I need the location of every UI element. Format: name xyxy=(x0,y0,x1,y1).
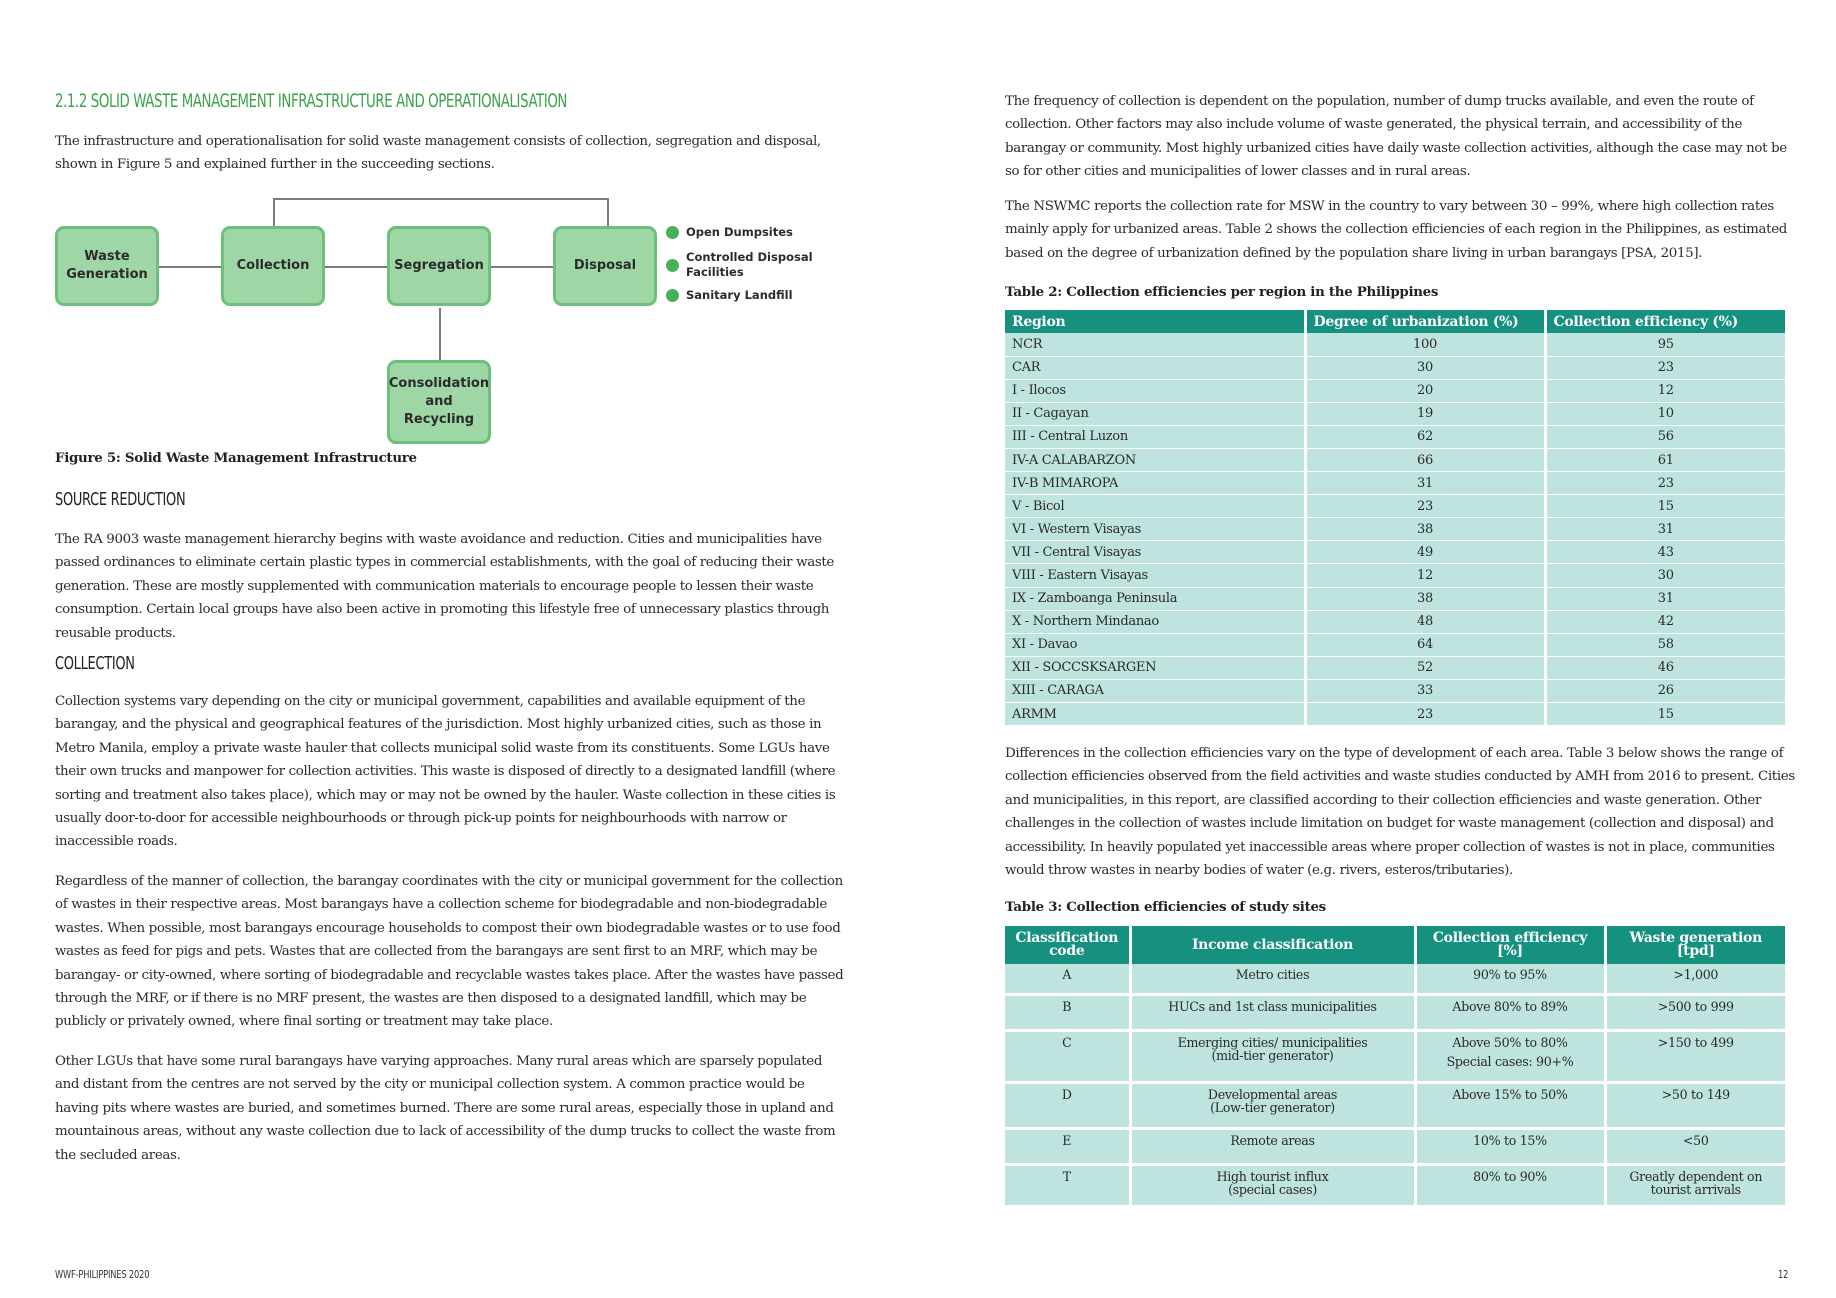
cell-text: Metro cities xyxy=(1235,967,1310,982)
generation-cell xyxy=(1605,1082,1785,1128)
efficiency-cell: 31 xyxy=(1545,518,1785,541)
efficiency-cell: 46 xyxy=(1545,656,1785,679)
table-row xyxy=(1005,564,1785,587)
generation-cell xyxy=(1605,1164,1785,1206)
cell-text: Developmental areas xyxy=(1207,1086,1338,1102)
page-number: 12 xyxy=(1778,1268,1789,1281)
region-cell: XIII - CARAGA xyxy=(1005,679,1305,702)
cell-subtext: (special cases) xyxy=(1228,1181,1317,1197)
code-cell xyxy=(1005,964,1130,994)
efficiency-cell: 23 xyxy=(1545,356,1785,379)
section-heading: 2.1.2 SOLID WASTE MANAGEMENT INFRASTRUCTURE AND OPERATIONALISATION xyxy=(55,90,568,112)
cell-text: Remote areas xyxy=(1230,1132,1315,1148)
cell-text: E xyxy=(1062,1132,1072,1148)
node-collection: Collection xyxy=(221,226,325,306)
table-row xyxy=(1005,703,1785,726)
region-cell: IV-A CALABARZON xyxy=(1005,448,1305,471)
connector-line xyxy=(273,198,607,200)
cell-text: 80% to 90% xyxy=(1473,1168,1547,1184)
table-row xyxy=(1005,1164,1785,1206)
urbanization-cell: 64 xyxy=(1305,633,1545,656)
region-cell: II - Cagayan xyxy=(1005,402,1305,425)
collection-heading: COLLECTION xyxy=(55,653,135,674)
cell-text: >150 to 499 xyxy=(1657,1034,1734,1050)
income-cell xyxy=(1130,1082,1415,1128)
efficiency-cell: 95 xyxy=(1545,333,1785,356)
code-cell xyxy=(1005,1030,1130,1082)
node-waste-generation: Waste Generation xyxy=(55,226,159,306)
cell-text: C xyxy=(1062,1034,1072,1050)
region-cell: ARMM xyxy=(1005,703,1305,726)
collection-rate-paragraph: The NSWMC reports the collection rate for MSW in the country to vary between 30 – 99%, where high collection rates mainly apply for urbanized areas. Table 2 shows the collection efficiencies of each region in the Philippines, as estimated based on the degree of urbanization defined by the population share living in urban barangays [PSA, 2015]. xyxy=(1005,199,1787,261)
table-header-row xyxy=(1005,310,1785,333)
region-cell: VII - Central Visayas xyxy=(1005,541,1305,564)
efficiency-cell xyxy=(1415,1082,1605,1128)
urbanization-cell: 100 xyxy=(1305,333,1545,356)
efficiency-cell: 58 xyxy=(1545,633,1785,656)
income-cell xyxy=(1130,964,1415,994)
table-row xyxy=(1005,1030,1785,1082)
urbanization-cell: 48 xyxy=(1305,610,1545,633)
efficiency-cell: 15 xyxy=(1545,703,1785,726)
column-header: Degree of urbanization (%) xyxy=(1305,310,1545,333)
node-segregation: Segregation xyxy=(387,226,491,306)
table-body xyxy=(1005,333,1785,726)
cell-text: Above 80% to 89% xyxy=(1452,998,1568,1014)
region-cell: IV-B MIMAROPA xyxy=(1005,472,1305,495)
bullet-icon xyxy=(666,226,679,239)
urbanization-cell: 38 xyxy=(1305,518,1545,541)
source-reduction-paragraph: The RA 9003 waste management hierarchy begins with waste avoidance and reduction. Cities and municipalities have passed ordinances to eliminate certain plastic types in commercial establishments, with the goal of reducing their waste generation. These are mostly supplemented with communication materials to encourage people to lessen their waste consumption. Certain local groups have also been active in promoting this lifestyle free of unnecessary plastics through reusable products. xyxy=(55,532,834,641)
urbanization-cell: 38 xyxy=(1305,587,1545,610)
code-cell xyxy=(1005,994,1130,1030)
efficiency-cell xyxy=(1415,1164,1605,1206)
table-row xyxy=(1005,679,1785,702)
region-cell: VI - Western Visayas xyxy=(1005,518,1305,541)
region-cell: X - Northern Mindanao xyxy=(1005,610,1305,633)
node-consolidation-recycling: Consolidation and Recycling xyxy=(387,360,491,444)
table-row xyxy=(1005,1082,1785,1128)
urbanization-cell: 30 xyxy=(1305,356,1545,379)
footer-publisher: WWF-PHILIPPINES 2020 xyxy=(55,1268,150,1281)
table3-caption: Table 3: Collection efficiencies of study sites xyxy=(1005,899,1326,915)
study-sites-table xyxy=(1005,926,1785,1208)
cell-text: HUCs and 1st class municipalities xyxy=(1168,998,1377,1014)
column-header: Waste generation [tpd] xyxy=(1605,926,1785,964)
urbanization-cell: 31 xyxy=(1305,472,1545,495)
cell-text: >50 to 149 xyxy=(1661,1086,1730,1102)
efficiency-cell: 31 xyxy=(1545,587,1785,610)
urbanization-cell: 12 xyxy=(1305,564,1545,587)
collection-paragraph-1: Collection systems vary depending on the city or municipal government, capabilities and available equipment of the barangay, and the physical and geographical features of the jurisdiction. Most highly urbanized cities, such as those in Metro Manila, employ a private waste hauler that collects municipal solid waste from its constituents. Some LGUs have their own trucks and manpower for collection activities. This waste is disposed of directly to a designated landfill (where sorting and treatment also takes place), which may or may not be owned by the hauler. Waste collection in these cities is usually door-to-door for accessible neighbourhoods or through pick-up points for neighbourhoods with narrow or inaccessible roads. xyxy=(55,694,836,850)
legend-controlled-disposal: Controlled Disposal Facilities xyxy=(666,250,816,280)
cell-subtext: Special cases: 90+% xyxy=(1446,1053,1574,1069)
code-cell xyxy=(1005,1164,1130,1206)
table-row xyxy=(1005,994,1785,1030)
table-row xyxy=(1005,379,1785,402)
intro-paragraph: The infrastructure and operationalisation for solid waste management consists of collection, segregation and disposal, shown in Figure 5 and explained further in the succeeding sections. xyxy=(55,134,821,173)
frequency-paragraph: The frequency of collection is dependent on the population, number of dump trucks available, and even the route of collection. Other factors may also include volume of waste generated, the physical terrain, and accessibility of the barangay or community. Most highly urbanized cities have daily waste collection activities, although the case may not be so for other cities and municipalities of lower classes and in rural areas. xyxy=(1005,94,1787,180)
generation-cell xyxy=(1605,1128,1785,1164)
region-cell: I - Ilocos xyxy=(1005,379,1305,402)
region-cell: III - Central Luzon xyxy=(1005,425,1305,448)
node-disposal: Disposal xyxy=(553,226,657,306)
urbanization-cell: 66 xyxy=(1305,448,1545,471)
income-cell xyxy=(1130,994,1415,1030)
efficiency-cell: 56 xyxy=(1545,425,1785,448)
cell-text: 90% to 95% xyxy=(1473,967,1547,982)
table-header-row xyxy=(1005,926,1785,964)
cell-subtext: (mid-tier generator) xyxy=(1211,1047,1334,1063)
table-row xyxy=(1005,656,1785,679)
cell-text: Greatly dependent on tourist arrivals xyxy=(1629,1168,1763,1197)
efficiency-cell: 42 xyxy=(1545,610,1785,633)
legend-open-dumpsites: Open Dumpsites xyxy=(666,225,793,240)
efficiency-cell xyxy=(1415,964,1605,994)
efficiency-cell: 26 xyxy=(1545,679,1785,702)
table-row xyxy=(1005,541,1785,564)
code-cell xyxy=(1005,1128,1130,1164)
cell-text: 10% to 15% xyxy=(1473,1132,1547,1148)
table-row xyxy=(1005,495,1785,518)
region-cell: VIII - Eastern Visayas xyxy=(1005,564,1305,587)
cell-text: A xyxy=(1062,967,1072,982)
efficiency-cell xyxy=(1415,1030,1605,1082)
bullet-icon xyxy=(666,289,679,302)
cell-subtext: (Low-tier generator) xyxy=(1210,1099,1335,1115)
region-cell: CAR xyxy=(1005,356,1305,379)
column-header: Income classification xyxy=(1130,926,1415,964)
efficiency-cell xyxy=(1415,1128,1605,1164)
differences-paragraph: Differences in the collection efficiencies vary on the type of development of each area. Table 3 below shows the range of collection efficiencies observed from the field activities and waste studies conducted by AMH from 2016 to present. Cities and municipalities, in this report, are classified according to their collection efficiencies and waste generation. Other challenges in the collection of wastes include limitation on budget for waste management (collection and disposal) and accessibility. In heavily populated yet inaccessible areas where proper collection of wastes is not in place, communities would throw wastes in nearby bodies of water (e.g. rivers, esteros/tributaries). xyxy=(1005,746,1795,879)
efficiency-cell: 30 xyxy=(1545,564,1785,587)
region-cell: V - Bicol xyxy=(1005,495,1305,518)
table-row xyxy=(1005,1128,1785,1164)
urbanization-cell: 23 xyxy=(1305,703,1545,726)
urbanization-cell: 52 xyxy=(1305,656,1545,679)
cell-text: High tourist influx xyxy=(1216,1168,1329,1184)
cell-text: T xyxy=(1062,1168,1071,1184)
generation-cell xyxy=(1605,994,1785,1030)
figure-caption: Figure 5: Solid Waste Management Infrastructure xyxy=(55,450,417,466)
source-reduction-heading: SOURCE REDUCTION xyxy=(55,489,186,510)
table-row xyxy=(1005,964,1785,994)
cell-text: >500 to 999 xyxy=(1657,998,1734,1014)
generation-cell xyxy=(1605,964,1785,994)
table-row xyxy=(1005,633,1785,656)
generation-cell xyxy=(1605,1030,1785,1082)
legend-sanitary-landfill: Sanitary Landfill xyxy=(666,288,793,303)
collection-paragraph-3: Other LGUs that have some rural barangays have varying approaches. Many rural areas which are sparsely populated and distant from the centres are not served by the city or municipal collection system. A common practice would be having pits where wastes are buried, and sometimes burned. There are some rural areas, especially those in upland and mountainous areas, without any waste collection due to lack of accessibility of the dump trucks to collect the waste from the secluded areas. xyxy=(55,1054,836,1163)
table-body xyxy=(1005,964,1785,1206)
cell-text: Above 15% to 50% xyxy=(1452,1086,1568,1102)
efficiency-cell xyxy=(1415,994,1605,1030)
table-row xyxy=(1005,402,1785,425)
region-cell: IX - Zamboanga Peninsula xyxy=(1005,587,1305,610)
income-cell xyxy=(1130,1128,1415,1164)
efficiency-cell: 12 xyxy=(1545,379,1785,402)
table-row xyxy=(1005,518,1785,541)
efficiency-cell: 43 xyxy=(1545,541,1785,564)
efficiency-cell: 15 xyxy=(1545,495,1785,518)
column-header: Collection efficiency (%) xyxy=(1545,310,1785,333)
urbanization-cell: 33 xyxy=(1305,679,1545,702)
collection-paragraph-2: Regardless of the manner of collection, the barangay coordinates with the city or municipal government for the collection of wastes in their respective areas. Most barangays have a collection scheme for biodegradable and non-biodegradable wastes. When possible, most barangays encourage households to compost their own biodegradable wastes or to use food wastes as feed for pigs and pets. Wastes that are collected from the barangays are sent first to an MRF, which may be barangay- or city-owned, where sorting of biodegradable and recyclable wastes takes place. After the wastes have passed through the MRF, or if there is no MRF present, the wastes are then disposed to a designated landfill, which may be publicly or privately owned, where final sorting or treatment may take place. xyxy=(55,874,844,1030)
table-row xyxy=(1005,448,1785,471)
column-header: Region xyxy=(1005,310,1305,333)
income-cell xyxy=(1130,1164,1415,1206)
code-cell xyxy=(1005,1082,1130,1128)
region-cell: NCR xyxy=(1005,333,1305,356)
regional-efficiency-table xyxy=(1005,310,1785,726)
efficiency-cell: 10 xyxy=(1545,402,1785,425)
efficiency-cell: 23 xyxy=(1545,472,1785,495)
table-row xyxy=(1005,472,1785,495)
income-cell xyxy=(1130,1030,1415,1082)
column-header: Collection efficiency [%] xyxy=(1415,926,1605,964)
urbanization-cell: 23 xyxy=(1305,495,1545,518)
table-row xyxy=(1005,333,1785,356)
table-row xyxy=(1005,610,1785,633)
urbanization-cell: 20 xyxy=(1305,379,1545,402)
column-header: Classification code xyxy=(1005,926,1130,964)
cell-text: D xyxy=(1061,1086,1072,1102)
table-row xyxy=(1005,425,1785,448)
efficiency-cell: 61 xyxy=(1545,448,1785,471)
table-row xyxy=(1005,587,1785,610)
region-cell: XII - SOCCSKSARGEN xyxy=(1005,656,1305,679)
urbanization-cell: 49 xyxy=(1305,541,1545,564)
region-cell: XI - Davao xyxy=(1005,633,1305,656)
urbanization-cell: 62 xyxy=(1305,425,1545,448)
table-row xyxy=(1005,356,1785,379)
infrastructure-diagram xyxy=(55,190,845,460)
bullet-icon xyxy=(666,259,679,272)
cell-text: B xyxy=(1062,998,1072,1014)
cell-text: <50 xyxy=(1682,1132,1709,1148)
cell-text: Above 50% to 80% xyxy=(1452,1034,1568,1050)
cell-text: Emerging cities/ municipalities xyxy=(1177,1034,1368,1050)
table2-caption: Table 2: Collection efficiencies per region in the Philippines xyxy=(1005,284,1439,300)
cell-text: >1,000 xyxy=(1673,967,1719,982)
urbanization-cell: 19 xyxy=(1305,402,1545,425)
